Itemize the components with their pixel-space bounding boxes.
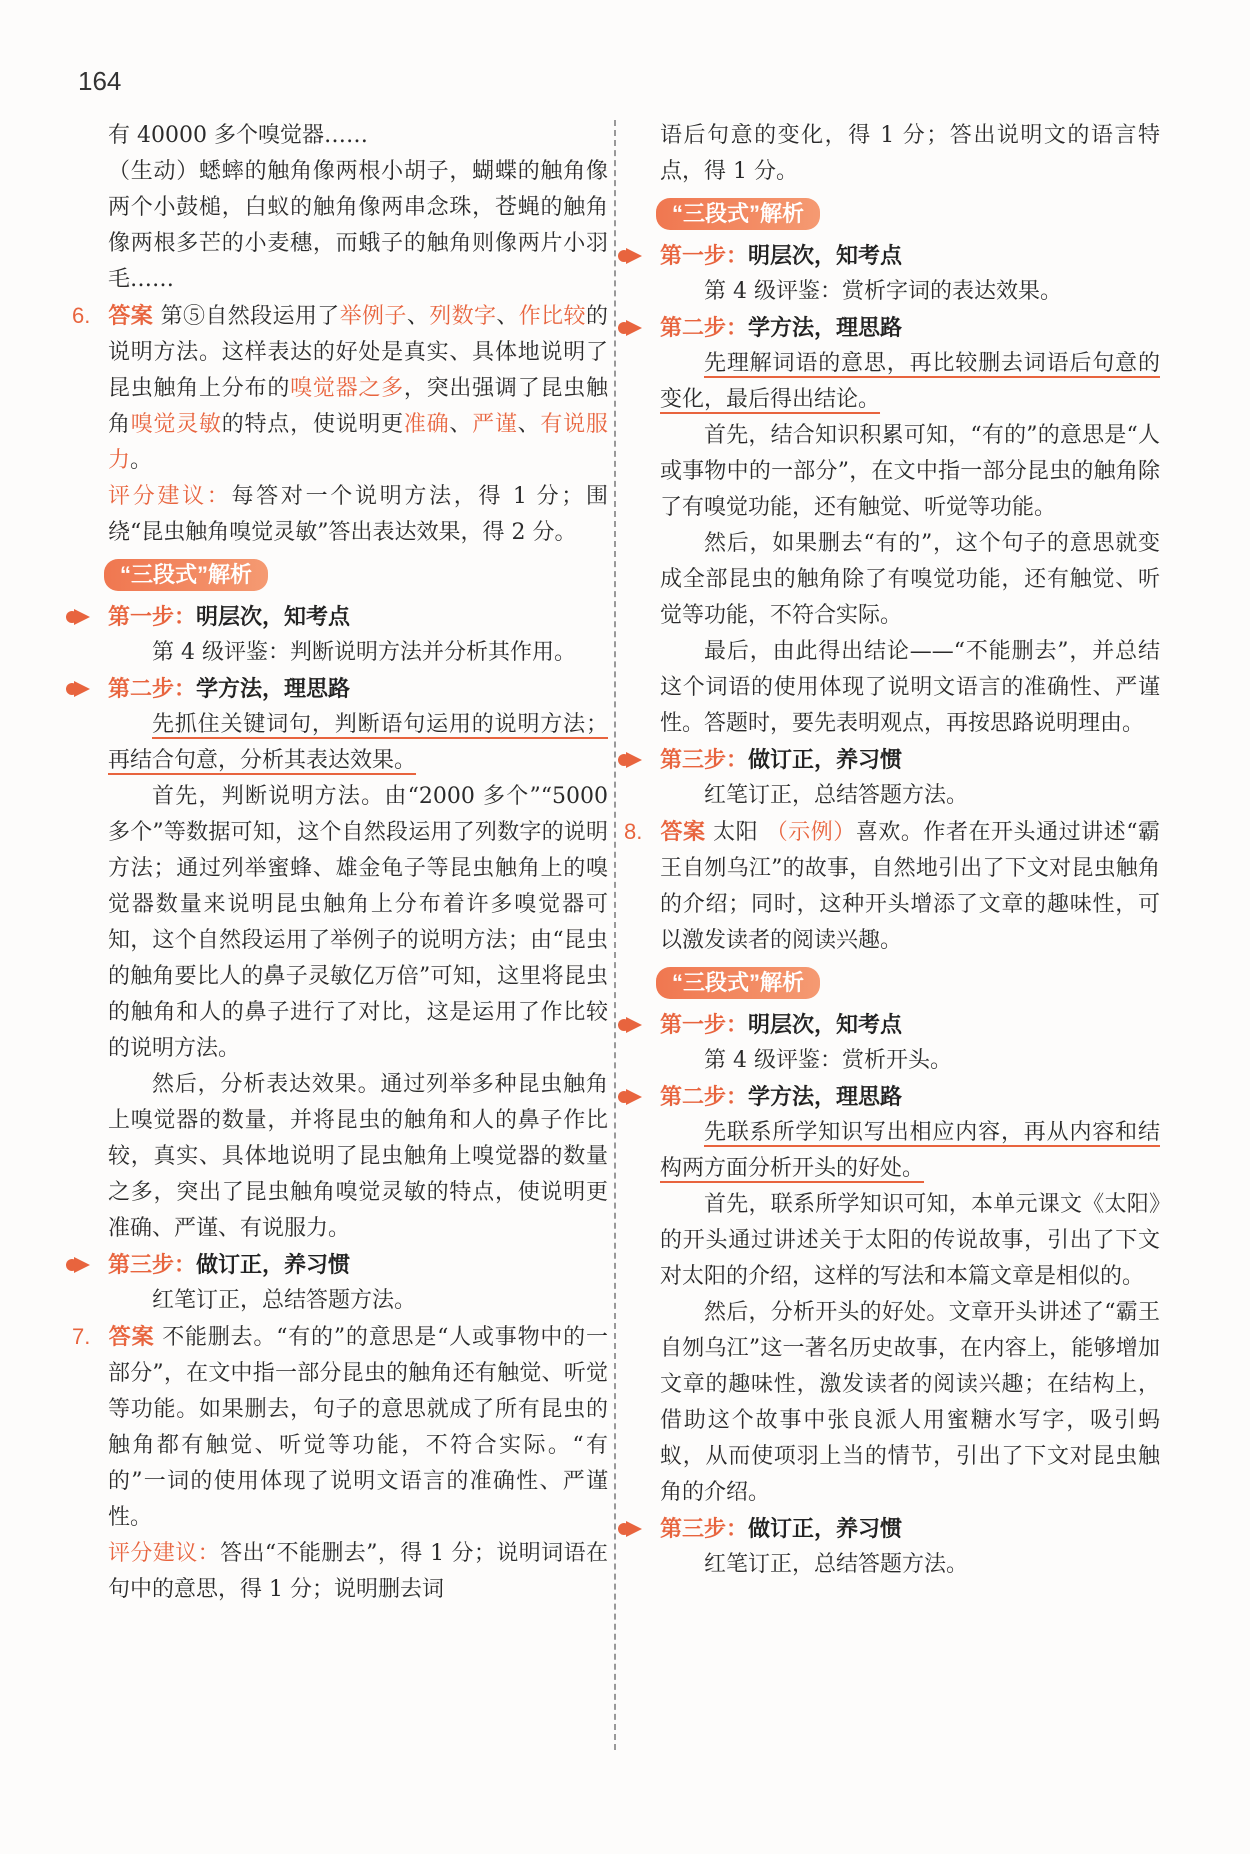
analysis-tag: “三段式”解析	[104, 559, 268, 591]
step-2	[660, 1079, 1160, 1115]
step-title: 明层次，知考点	[748, 243, 903, 268]
key-term: 严谨	[472, 412, 518, 437]
step-3	[660, 742, 1160, 778]
step-title: 做订正，养习惯	[196, 1252, 351, 1277]
paragraph: （生动）蟋蟀的触角像两根小胡子，蝴蝶的触角像两个小鼓槌，白蚁的触角像两串念珠，苍蝇的触角像两根多芒的小麦穗，而蛾子的触角则像两片小羽毛……	[108, 159, 608, 292]
underlined-text: 先抓住关键词句，判断语句运用的说明方法；再结合句意，分析其表达效果。	[108, 712, 608, 773]
page-number: 164	[78, 66, 122, 96]
paragraph: 第 4 级评鉴：赏析字词的表达效果。	[704, 279, 1062, 304]
step-title: 学方法，理思路	[748, 1084, 903, 1109]
example-label: （示例）	[765, 820, 856, 845]
bullet-icon	[626, 1521, 642, 1537]
bullet-icon	[74, 1257, 90, 1273]
answer-6	[72, 298, 608, 479]
paragraph: 第 4 级评鉴：判断说明方法并分析其作用。	[152, 640, 576, 665]
step-title: 学方法，理思路	[748, 315, 903, 340]
key-term: 有说服力	[108, 412, 608, 473]
bullet-icon	[626, 248, 642, 264]
answer-text: 不能删去。“有的”的意思是“人或事物中的一部分”，在文中指一部分昆虫的触角还有触觉、听觉等功能。如果删去，句子的意思就成了所有昆虫的触角都有触觉、听觉等功能，不符合实际。“有的”一词的使用体现了说明文语言的准确性、严谨性。	[108, 1325, 608, 1530]
scoring-text: 答出“不能删去”，得 1 分；说明词语在句中的意思，得 1 分；说明删去词	[108, 1541, 608, 1602]
bullet-icon	[626, 320, 642, 336]
step-name: 第二步：	[108, 676, 197, 701]
step-title: 做订正，养习惯	[748, 1516, 903, 1541]
answer-text: 喜欢。作者在开头通过讲述“霸王自刎乌江”的故事，自然地引出了下文对昆虫触角的介绍；同时，这种开头增添了文章的趣味性，可以激发读者的阅读兴趣。	[660, 820, 1160, 953]
step-3	[660, 1511, 1160, 1547]
answer-text: 的说明方法。这样表达的好处是真实、具体地说明了昆虫触角上分布的	[108, 304, 608, 401]
step-2	[108, 671, 608, 707]
underlined-text: 先理解词语的意思，再比较删去词语后句意的变化，最后得出结论。	[660, 351, 1160, 412]
bullet-icon	[626, 1089, 642, 1105]
paragraph: 红笔订正，总结答题方法。	[704, 783, 969, 808]
step-name: 第二步：	[660, 1084, 749, 1109]
column-divider	[614, 120, 616, 1750]
separator: 、	[517, 412, 541, 437]
answer-label: 答案	[108, 1324, 155, 1349]
answer-label: 答案	[108, 303, 154, 328]
answer-text: 的特点，使说明更	[221, 412, 404, 437]
scoring-note	[108, 1536, 608, 1608]
question-number: 6.	[72, 303, 91, 328]
bullet-icon	[74, 609, 90, 625]
method-summary	[660, 346, 1160, 418]
left-column	[72, 118, 608, 1608]
answer-label: 答案	[660, 819, 706, 844]
paragraph: 红笔订正，总结答题方法。	[152, 1288, 417, 1313]
key-term: 嗅觉器之多	[290, 376, 404, 401]
step-name: 第一步：	[660, 243, 749, 268]
step-2	[660, 310, 1160, 346]
answer-text: 。	[130, 448, 153, 473]
analysis-tag: “三段式”解析	[656, 198, 820, 230]
answer-text: 第⑤自然段运用了	[160, 304, 340, 329]
answer-7	[72, 1319, 608, 1536]
step-name: 第一步：	[660, 1012, 749, 1037]
paragraph: 然后，分析表达效果。通过列举多种昆虫触角上嗅觉器的数量，并将昆虫的触角和人的鼻子作比较，真实、具体地说明了昆虫触角上嗅觉器的数量之多，突出了昆虫触角嗅觉灵敏的特点，使说明更准确、严谨、有说服力。	[108, 1072, 608, 1241]
separator: 、	[449, 412, 473, 437]
scoring-text: 每答对一个说明方法，得 1 分；围绕“昆虫触角嗅觉灵敏”答出表达效果，得 2 分。	[108, 484, 608, 545]
question-number: 7.	[72, 1324, 91, 1349]
step-1	[660, 238, 1160, 274]
step-name: 第三步：	[660, 1516, 749, 1541]
paragraph: 第 4 级评鉴：赏析开头。	[704, 1048, 952, 1073]
paragraph: 最后，由此得出结论——“不能删去”，并总结这个词语的使用体现了说明文语言的准确性、严谨性。答题时，要先表明观点，再按思路说明理由。	[660, 639, 1160, 736]
answer-text: ，突出强调了昆虫触角	[108, 376, 608, 437]
bullet-icon	[74, 681, 90, 697]
paragraph: 红笔订正，总结答题方法。	[704, 1552, 969, 1577]
bullet-icon	[626, 752, 642, 768]
paragraph: 首先，结合知识积累可知，“有的”的意思是“人或事物中的一部分”，在文中指一部分昆虫的触角除了有嗅觉功能，还有触觉、听觉等功能。	[660, 423, 1160, 520]
right-column	[624, 118, 1160, 1583]
step-name: 第三步：	[660, 747, 749, 772]
key-term: 准确	[403, 412, 450, 437]
step-1	[108, 599, 608, 635]
scoring-note	[108, 479, 608, 551]
step-1	[660, 1007, 1160, 1043]
paragraph: 首先，联系所学知识可知，本单元课文《太阳》的开头通过讲述关于太阳的传说故事，引出了下文对太阳的介绍，这样的写法和本篇文章是相似的。	[660, 1192, 1160, 1289]
answer-8	[624, 814, 1160, 959]
step-title: 明层次，知考点	[748, 1012, 903, 1037]
scoring-label: 评分建议：	[108, 484, 232, 509]
step-title: 明层次，知考点	[196, 604, 351, 629]
key-term: 列数字	[429, 304, 497, 329]
step-title: 做订正，养习惯	[748, 747, 903, 772]
bullet-icon	[626, 1017, 642, 1033]
scoring-label: 评分建议：	[108, 1541, 221, 1566]
key-term: 举例子	[339, 304, 407, 329]
separator: 、	[496, 304, 519, 329]
step-name: 第一步：	[108, 604, 197, 629]
separator: 、	[406, 304, 430, 329]
key-term: 嗅觉灵敏	[130, 412, 222, 437]
question-number: 8.	[624, 819, 643, 844]
step-title: 学方法，理思路	[196, 676, 351, 701]
answer-text: 太阳	[713, 820, 759, 845]
analysis-tag: “三段式”解析	[656, 967, 820, 999]
step-name: 第二步：	[660, 315, 749, 340]
step-3	[108, 1247, 608, 1283]
paragraph: 然后，分析开头的好处。文章开头讲述了“霸王自刎乌江”这一著名历史故事，在内容上，能够增加文章的趣味性，激发读者的阅读兴趣；在结构上，借助这个故事中张良派人用蜜糖水写字，吸引蚂蚁，从而使项羽上当的情节，引出了下文对昆虫触角的介绍。	[660, 1300, 1160, 1505]
paragraph: 有 40000 多个嗅觉器……	[108, 123, 368, 148]
method-summary	[108, 707, 608, 779]
step-name: 第三步：	[108, 1252, 197, 1277]
method-summary	[660, 1115, 1160, 1187]
paragraph: 然后，如果删去“有的”，这个句子的意思就变成全部昆虫的触角除了有嗅觉功能，还有触觉、听觉等功能，不符合实际。	[660, 531, 1160, 628]
underlined-text: 先联系所学知识写出相应内容，再从内容和结构两方面分析开头的好处。	[660, 1120, 1160, 1181]
key-term: 作比较	[518, 304, 586, 329]
paragraph: 首先，判断说明方法。由“2000 多个”“5000 多个”等数据可知，这个自然段运用了列数字的说明方法；通过列举蜜蜂、雄金龟子等昆虫触角上的嗅觉器数量来说明昆虫触角上分布着许多嗅觉器可知，这个自然段运用了举例子的说明方法；由“昆虫的触角要比人的鼻子灵敏亿万倍”可知，这里将昆虫的触角和人的鼻子进行了对比，这是运用了作比较的说明方法。	[108, 784, 608, 1061]
scoring-note-continued: 语后句意的变化，得 1 分；答出说明文的语言特点，得 1 分。	[660, 123, 1160, 184]
